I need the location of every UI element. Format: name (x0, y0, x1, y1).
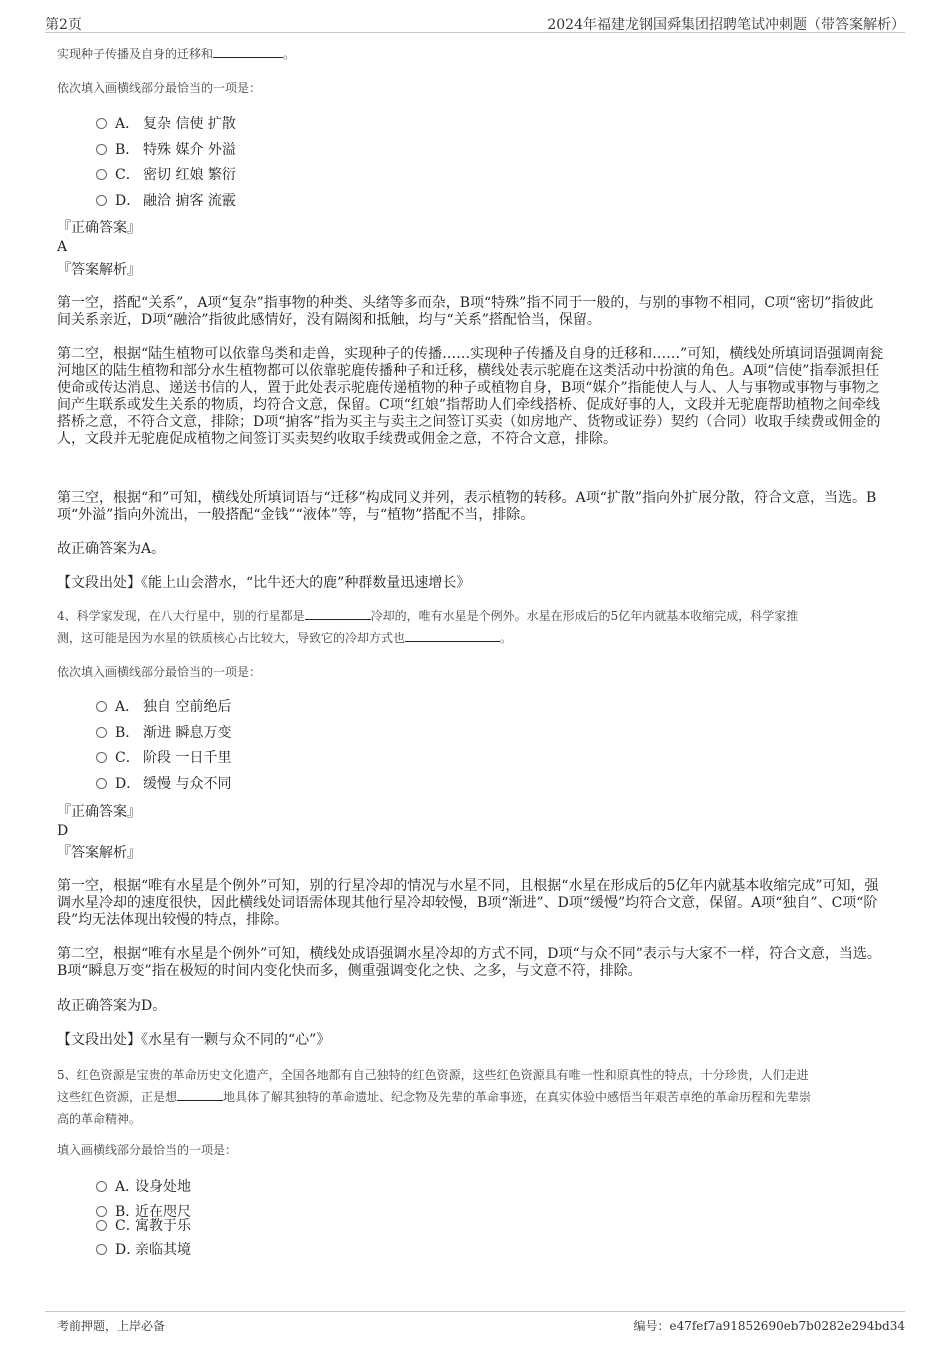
radio-icon[interactable] (96, 1220, 107, 1231)
document-code: 编号：e47fef7a91852690eb7b0282e294bd34 (633, 1319, 905, 1333)
q3-analysis-label: 『答案解析』 (57, 262, 141, 278)
document-title: 2024年福建龙钢国舜集团招聘笔试冲刺题（带答案解析） (547, 17, 905, 33)
q4-option-d[interactable]: D． 缓慢 与众不同 (96, 774, 231, 794)
page-number: 第2页 (45, 17, 82, 33)
q4-option-b[interactable]: B． 渐进 瞬息万变 (96, 723, 231, 743)
radio-icon[interactable] (96, 1244, 107, 1255)
q3-analysis-p2: 第二空，根据“陆生植物可以依靠鸟类和走兽，实现种子的传播……实现种子传播及自身的迁移和……”可知，横线处所填词语强调南瓮河地区的陆生植物和部分水生植物都可以依靠驼鹿传播种子和迁移，横线处表示驼鹿在这类活动中扮演的角色。A项“信使”指奉派担任使命或传达消息、递送书信的人，置于此处表示驼鹿传递植物的种子或植物自身，B项“媒介”指能使人与人、人与事物或事物与事物之间产生联系或发生关系的物质，均符合文意，保留。C项“红娘”指帮助人们牵线搭桥、促成好事的人，文段并无驼鹿帮助植物之间牵线搭桥之意，不符合文意，排除；D项“掮客”指为买主与卖主之间签订买卖（如房地产、货物或证券）契约（合同）收取手续费或佣金的人，文段并无驼鹿促成植物之间签订买卖契约收取手续费或佣金之意，不符合文意，排除。 (57, 346, 884, 447)
radio-icon[interactable] (96, 144, 107, 155)
q3-analysis-p1: 第一空，搭配“关系”，A项“复杂”指事物的种类、头绪等多而杂，B项“特殊”指不同于一般的，与别的事物不相同，C项“密切”指彼此间关系亲近，D项“融洽”指彼此感情好，没有隔阂和抵触，均与“关系”搭配恰当，保留。 (57, 295, 874, 328)
q3-option-a[interactable]: A． 复杂 信使 扩散 (96, 114, 236, 134)
q5-stem: 5、红色资源是宝贵的革命历史文化遗产，全国各地都有自己独特的红色资源，这些红色资源具有唯一性和原真性的特点，十分珍贵，人们走进 这些红色资源，正是想 地具体了解其独特的革命遗址、纪念物及先辈的革命事迹，在真实体验中感悟当年艰苦卓绝的革命历程和先辈崇 高的革命精神。 (57, 1068, 812, 1126)
radio-icon[interactable] (96, 1206, 107, 1217)
radio-icon[interactable] (96, 752, 107, 763)
q4-source: 【文段出处】《水星有一颗与众不同的“心”》 (57, 1032, 331, 1048)
q4-conclusion: 故正确答案为D。 (57, 998, 167, 1014)
radio-icon[interactable] (96, 1181, 107, 1192)
radio-icon[interactable] (96, 727, 107, 738)
q3-answer: A (57, 239, 68, 255)
radio-icon[interactable] (96, 701, 107, 712)
fill-blank (177, 1088, 223, 1101)
q3-conclusion: 故正确答案为A。 (57, 541, 166, 557)
radio-icon[interactable] (96, 118, 107, 129)
q4-answer: D (57, 823, 69, 839)
page-header (45, 10, 905, 33)
q5-option-a[interactable]: A．设身处地 (96, 1177, 191, 1197)
q4-analysis-label: 『答案解析』 (57, 845, 141, 861)
q3-answer-label: 『正确答案』 (57, 220, 141, 236)
q3-stem-tail: 实现种子传播及自身的迁移和 。 (57, 47, 296, 61)
q5-option-b[interactable]: B．近在咫尺 (96, 1202, 191, 1222)
radio-icon[interactable] (96, 195, 107, 206)
page-footer (45, 1311, 905, 1338)
q3-option-d[interactable]: D． 融洽 掮客 流霰 (96, 191, 236, 211)
q4-analysis-p1: 第一空，根据“唯有水星是个例外”可知，别的行星冷却的情况与水星不同，且根据“水星在形成后的5亿年内就基本收缩完成”可知，强调水星冷却的速度很快，因此横线处词语需体现其他行星冷却较慢，B项“渐进”、D项“缓慢”均符合文意，保留。A项“独自”、C项“阶段”均无法体现出较慢的特点，排除。 (57, 878, 879, 928)
q4-stem: 4、科学家发现，在八大行星中，别的行星都是 冷却的，唯有水星是个例外。水星在形成后的5亿年内就基本收缩完成，科学家推 测，这可能是因为水星的铁质核心占比较大，导致它的冷却方式也 。 (57, 609, 799, 645)
q4-option-c[interactable]: C． 阶段 一日千里 (96, 748, 231, 768)
q5-option-d[interactable]: D．亲临其境 (96, 1240, 191, 1260)
q3-analysis-p3: 第三空，根据“和”可知，横线处所填词语与“迁移”构成同义并列，表示植物的转移。A项“扩散”指向外扩展分散，符合文意，当选。B项“外溢”指向外流出，一般搭配“金钱”“液体”等，与“植物”搭配不当，排除。 (57, 490, 877, 523)
q3-prompt: 依次填入画横线部分最恰当的一项是： (57, 81, 262, 95)
radio-icon[interactable] (96, 778, 107, 789)
q3-option-b[interactable]: B． 特殊 媒介 外溢 (96, 140, 236, 160)
q5-prompt: 填入画横线部分最恰当的一项是： (57, 1143, 238, 1157)
radio-icon[interactable] (96, 169, 107, 180)
fill-blank (213, 45, 283, 58)
q3-option-c[interactable]: C． 密切 红娘 繁衍 (96, 165, 236, 185)
q3-source: 【文段出处】《能上山会潜水，“比牛还大的鹿”种群数量迅速增长》 (57, 575, 471, 591)
fill-blank (305, 607, 371, 620)
q5-option-c[interactable]: C．寓教于乐 (96, 1216, 191, 1236)
footer-slogan: 考前押题，上岸必备 (57, 1319, 166, 1333)
q4-option-a[interactable]: A． 独自 空前绝后 (96, 697, 231, 717)
q4-prompt: 依次填入画横线部分最恰当的一项是： (57, 665, 262, 679)
q4-analysis-p2: 第二空，根据“唯有水星是个例外”可知，横线处成语强调水星冷却的方式不同，D项“与众不同”表示与大家不一样，符合文意，当选。B项“瞬息万变”指在极短的时间内变化快而多，侧重强调变化之快、之多，与文意不符，排除。 (57, 946, 881, 979)
fill-blank (405, 629, 500, 642)
q4-answer-label: 『正确答案』 (57, 804, 141, 820)
